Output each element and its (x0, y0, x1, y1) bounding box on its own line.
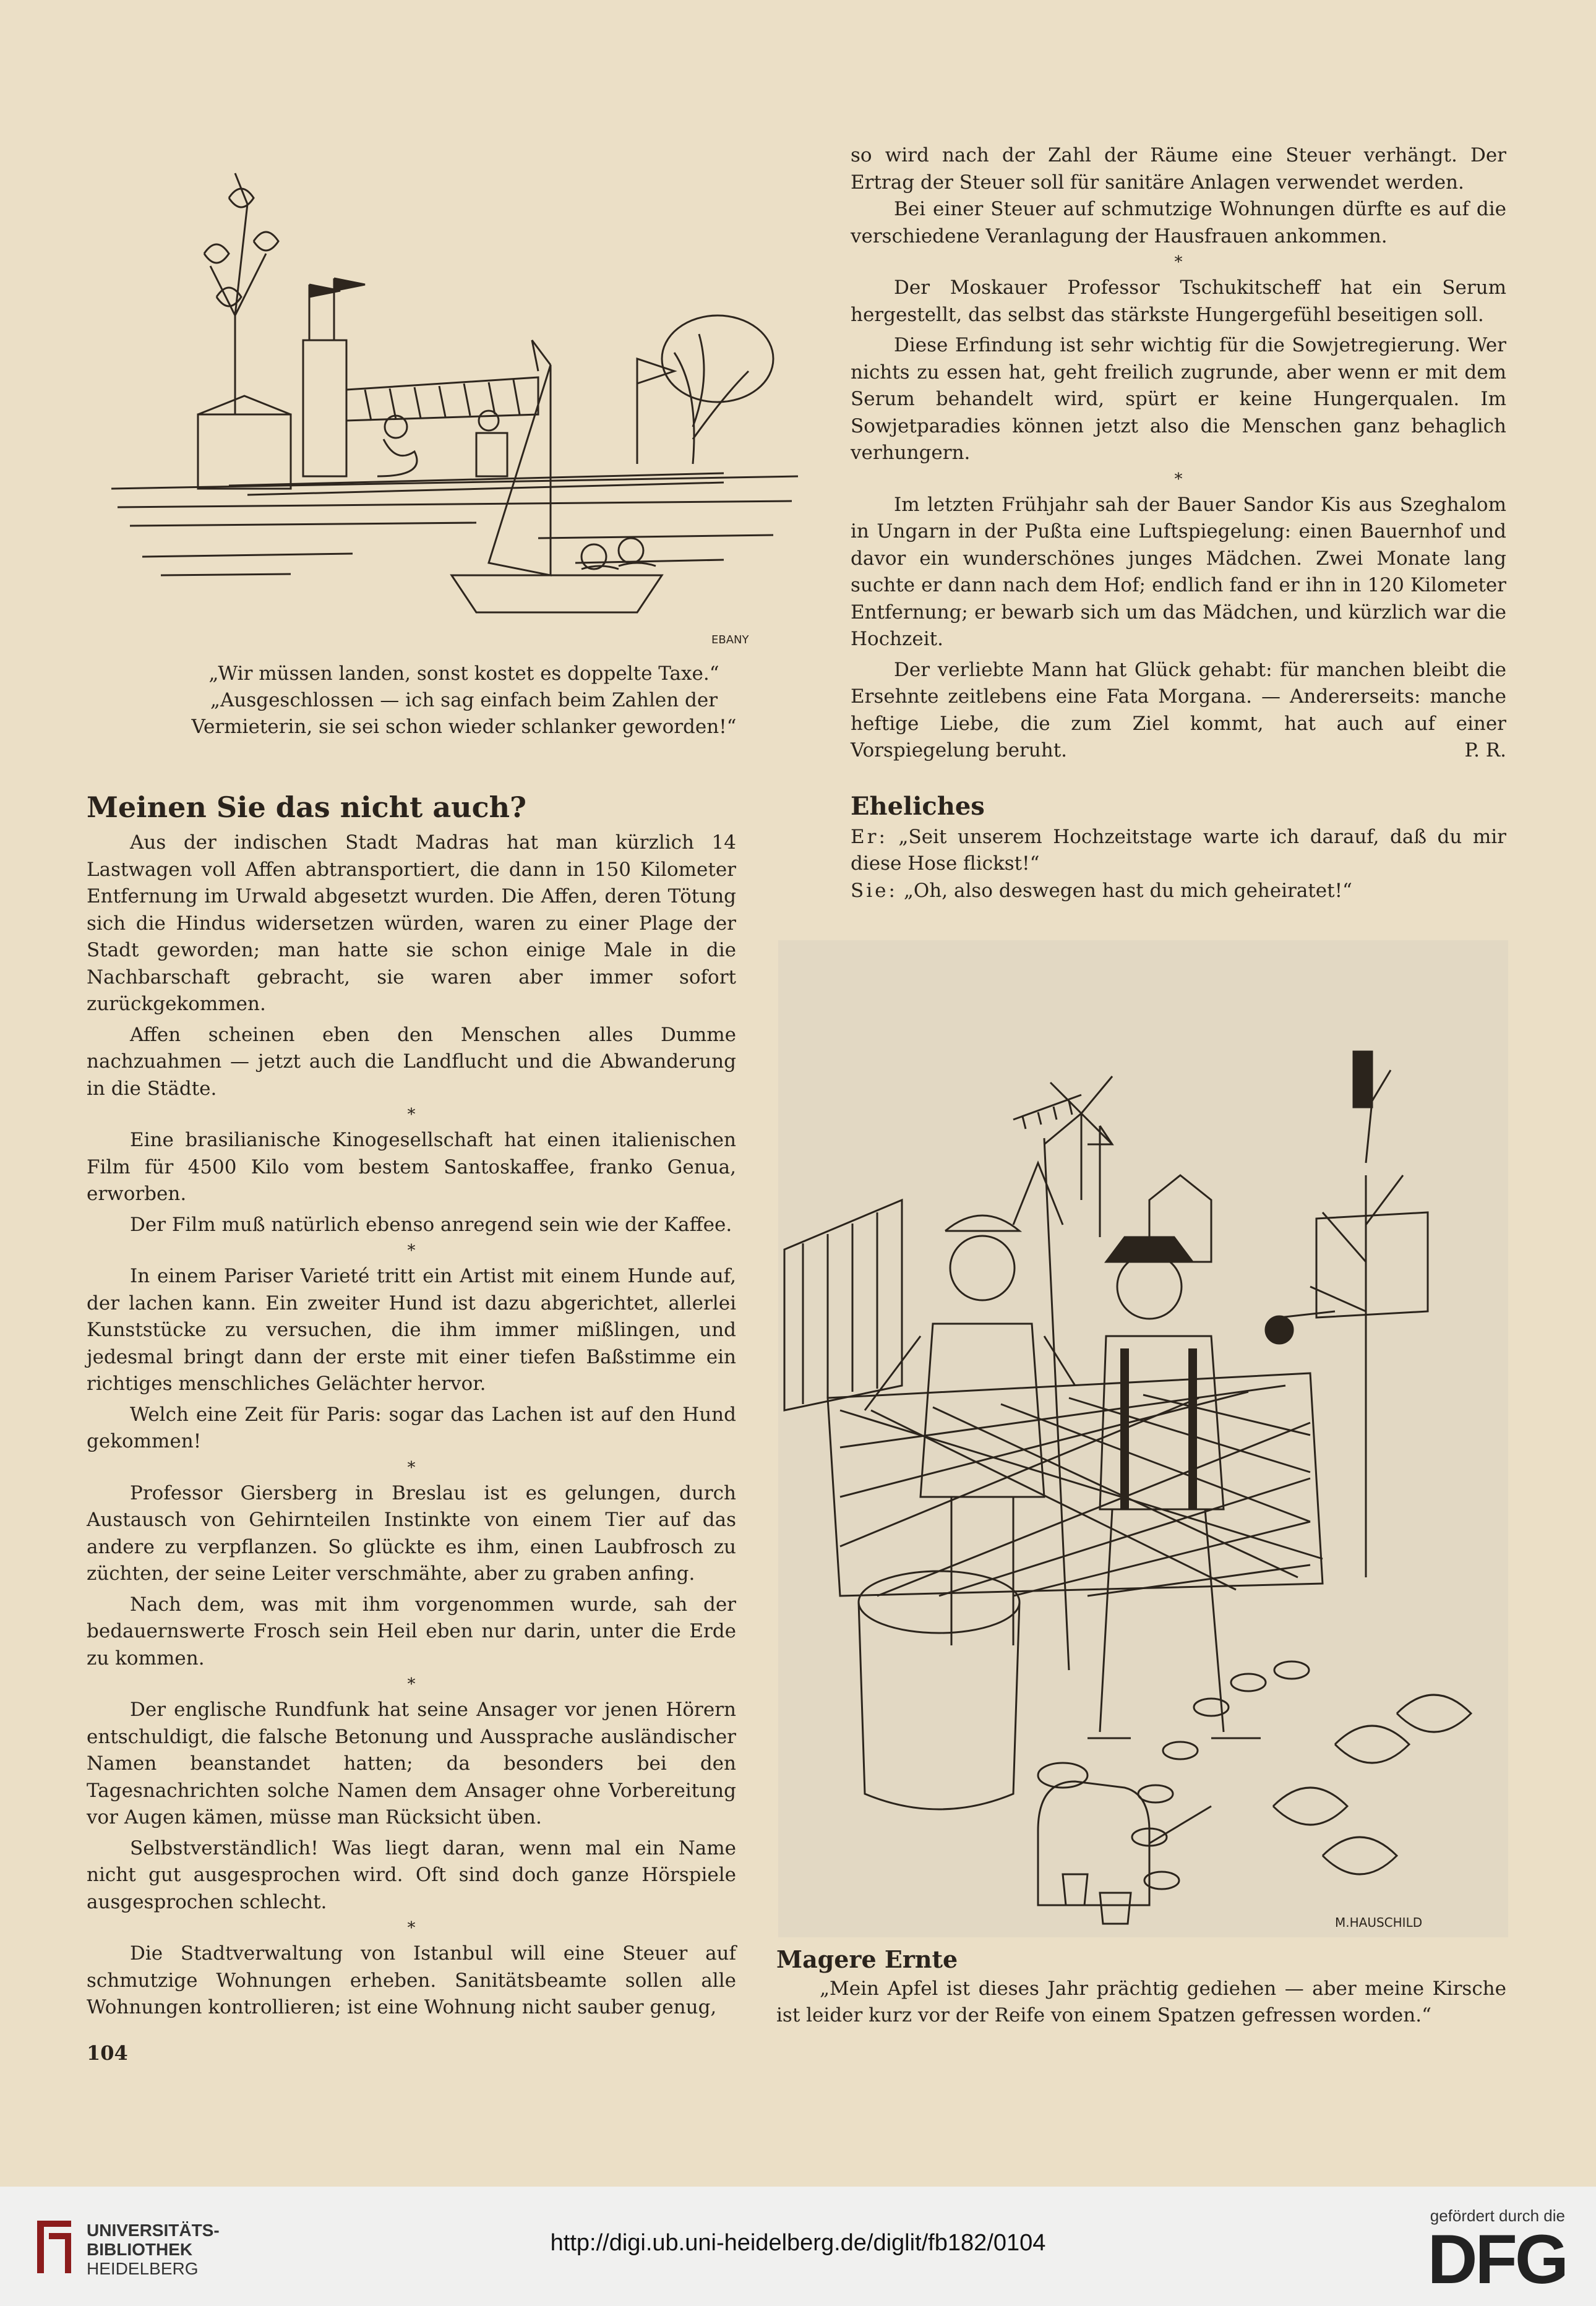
paragraph: Selbstverständlich! Was liegt daran, wenn mal ein Name nicht gut ausgesprochen wird. Oft sind doch ganze Hörspiele ausgesprochen schlecht. (87, 1837, 736, 1913)
speaker-label: Er: (851, 825, 888, 848)
cartoon1-caption-line: „Ausgeschlossen — ich sag einfach beim Zahlen der (210, 689, 718, 711)
cartoon1-signature: EBANY (711, 633, 749, 646)
garden-drawing (778, 940, 1508, 1937)
dialog-line-sie (851, 878, 1506, 905)
paragraph (851, 657, 1506, 765)
separator-star: * (1174, 253, 1183, 272)
right-column (851, 142, 1506, 904)
paragraph: Der Film muß natürlich ebenso anregend sein wie der Kaffee. (130, 1213, 732, 1236)
garden-cartoon (778, 940, 1508, 1937)
separator-star: * (407, 1105, 416, 1124)
separator-star: * (407, 1675, 416, 1694)
paragraph: Die Stadtverwaltung von Istanbul will eine Steuer auf schmutzige Wohnungen erheben. Sanitätsbeamte sollen alle Wohnungen kontrollieren; ist eine Wohnung nicht sauber genug, (87, 1942, 736, 2018)
paragraph: Nach dem, was mit ihm vorgenommen wurde, sah der bedauernswerte Frosch sein Heil eben nur darin, unter die Erde zu kommen. (87, 1593, 736, 1669)
dialog-text: „Oh, also deswegen hast du mich geheiratet!“ (903, 879, 1352, 902)
author-initials: P. R. (1464, 739, 1506, 761)
paragraph: Der Moskauer Professor Tschukitscheff hat ein Serum hergestellt, das selbst das stärkste Hungergefühl beseitigen soll. (851, 276, 1506, 326)
cartoon2-signature: M.HAUSCHILD (1335, 1915, 1423, 1930)
library-line: BIBLIOTHEK (87, 2240, 193, 2259)
cartoon-boat-illustration (105, 130, 817, 656)
document-url-link[interactable]: http://digi.ub.uni-heidelberg.de/diglit/fb182/0104 (550, 2230, 1046, 2256)
paragraph: In einem Pariser Varieté tritt ein Artist mit einem Hunde auf, der lachen kann. Ein zweiter Hund ist dazu abgerichtet, allerlei Kunststücke zu versuchen, die ihm immer mißlingen, und jedesmal bringt dann der erste mit einer tiefen Baßstimme ein richtiges menschliches Gelächter hervor. (87, 1265, 736, 1395)
library-line: UNIVERSITÄTS- (87, 2221, 220, 2240)
dialog-line-er (851, 824, 1506, 878)
cartoon1-caption-line: „Wir müssen landen, sonst kostet es doppelte Taxe.“ (208, 662, 719, 685)
separator-star: * (407, 1919, 416, 1937)
paragraph: so wird nach der Zahl der Räume eine Steuer verhängt. Der Ertrag der Steuer soll für sanitäre Anlagen verwendet werden. (851, 144, 1506, 194)
eheliches-heading: Eheliches (851, 791, 985, 821)
paragraph-text: Der verliebte Mann hat Glück gehabt: für manchen bleibt die Ersehnte zeitlebens eine Fata Morgana. — Andererseits: manche heftige Liebe, die zum Ziel kommt, hat auch auf einer Vorspiegelung beruht. (851, 658, 1506, 761)
cartoon1-caption-line: Vermieterin, sie sei schon wieder schlanker geworden!“ (191, 716, 737, 738)
speaker-label: Sie: (851, 879, 898, 902)
dialog-text: „Seit unserem Hochzeitstage warte ich darauf, daß du mir diese Hose flickst!“ (851, 825, 1507, 875)
cartoon1-caption (99, 661, 829, 740)
paragraph: Im letzten Frühjahr sah der Bauer Sandor Kis aus Szeghalom in Ungarn in der Pußta eine Luftspiegelung: einen Bauernhof und davor ein wunderschönes junges Mädchen. Zwei Monate lang suchte er dann nach dem Hof; endlich fand er ihn in 120 Kilometer Entfernung; er bewarb sich um das Mädchen, und kürzlich war die Hochzeit. (851, 493, 1506, 650)
paragraph: Bei einer Steuer auf schmutzige Wohnungen dürfte es auf die verschiedene Veranlagung der Hausfrauen ankommen. (851, 198, 1506, 247)
separator-star: * (407, 1458, 416, 1477)
boat-drawing (105, 130, 817, 656)
left-column (87, 789, 736, 2021)
paragraph: Eine brasilianische Kinogesellschaft hat einen italienischen Film für 4500 Kilo vom bestem Santoskaffee, franko Genua, erworben. (87, 1129, 736, 1205)
separator-star: * (407, 1241, 416, 1260)
paragraph: Welch eine Zeit für Paris: sogar das Lachen ist auf den Hund gekommen! (87, 1403, 736, 1452)
library-line: HEIDELBERG (87, 2259, 199, 2278)
paragraph: Affen scheinen eben den Menschen alles Dumme nachzuahmen — jetzt auch die Landflucht und die Abwanderung in die Städte. (87, 1023, 736, 1100)
article-heading: Meinen Sie das nicht auch? (87, 791, 526, 824)
separator-star: * (1174, 469, 1183, 489)
dfg-logo: DFG (1427, 2221, 1566, 2298)
paragraph: Professor Giersberg in Breslau ist es gelungen, durch Austausch von Gehirnteilen Instinkte von einem Tier auf das andere zu verpflanzen. So glückte es ihm, einen Laubfrosch zu züchten, der seine Leiter verschmähte, aber zu graben anfing. (87, 1481, 736, 1585)
funding-note: gefördert durch die (1430, 2206, 1565, 2225)
cartoon2-caption: „Mein Apfel ist dieses Jahr prächtig gediehen — aber meine Kirsche ist leider kurz vor der Reife von einem Spatzen gefressen worden.“ (776, 1978, 1506, 2026)
cartoon2-heading: Magere Ernte (776, 1945, 958, 1973)
paragraph: Aus der indischen Stadt Madras hat man kürzlich 14 Lastwagen voll Affen abtransportiert, die dann in 150 Kilometer Entfernung im Urwald abgesetzt wurden. Die Affen, deren Tötung sich die Hindus widersetzen würden, waren zu einer Plage der Stadt geworden; man hatte sie schon einige Male in die Nachbarschaft gebracht, sie waren aber immer sofort zurückgekommen. (87, 831, 736, 1015)
paragraph: Der englische Rundfunk hat seine Ansager vor jenen Hörern entschuldigt, die falsche Betonung und Aussprache ausländischer Namen beanstandet hatten; da besonders bei den Tagesnachrichten solche Namen dem Ansager ohne Vorbereitung vor Augen kämen, müsse man Rücksicht üben. (87, 1699, 736, 1828)
paragraph: Diese Erfindung ist sehr wichtig für die Sowjetregierung. Wer nichts zu essen hat, geht freilich zugrunde, aber wenn er mit dem Serum behandelt wird, spürt er keine Hungerqualen. Im Sowjetparadies können jetzt also die Menschen ganz behaglich verhungern. (851, 334, 1506, 464)
cartoon2-caption-block (776, 1944, 1506, 2029)
page-number: 104 (87, 2041, 128, 2065)
